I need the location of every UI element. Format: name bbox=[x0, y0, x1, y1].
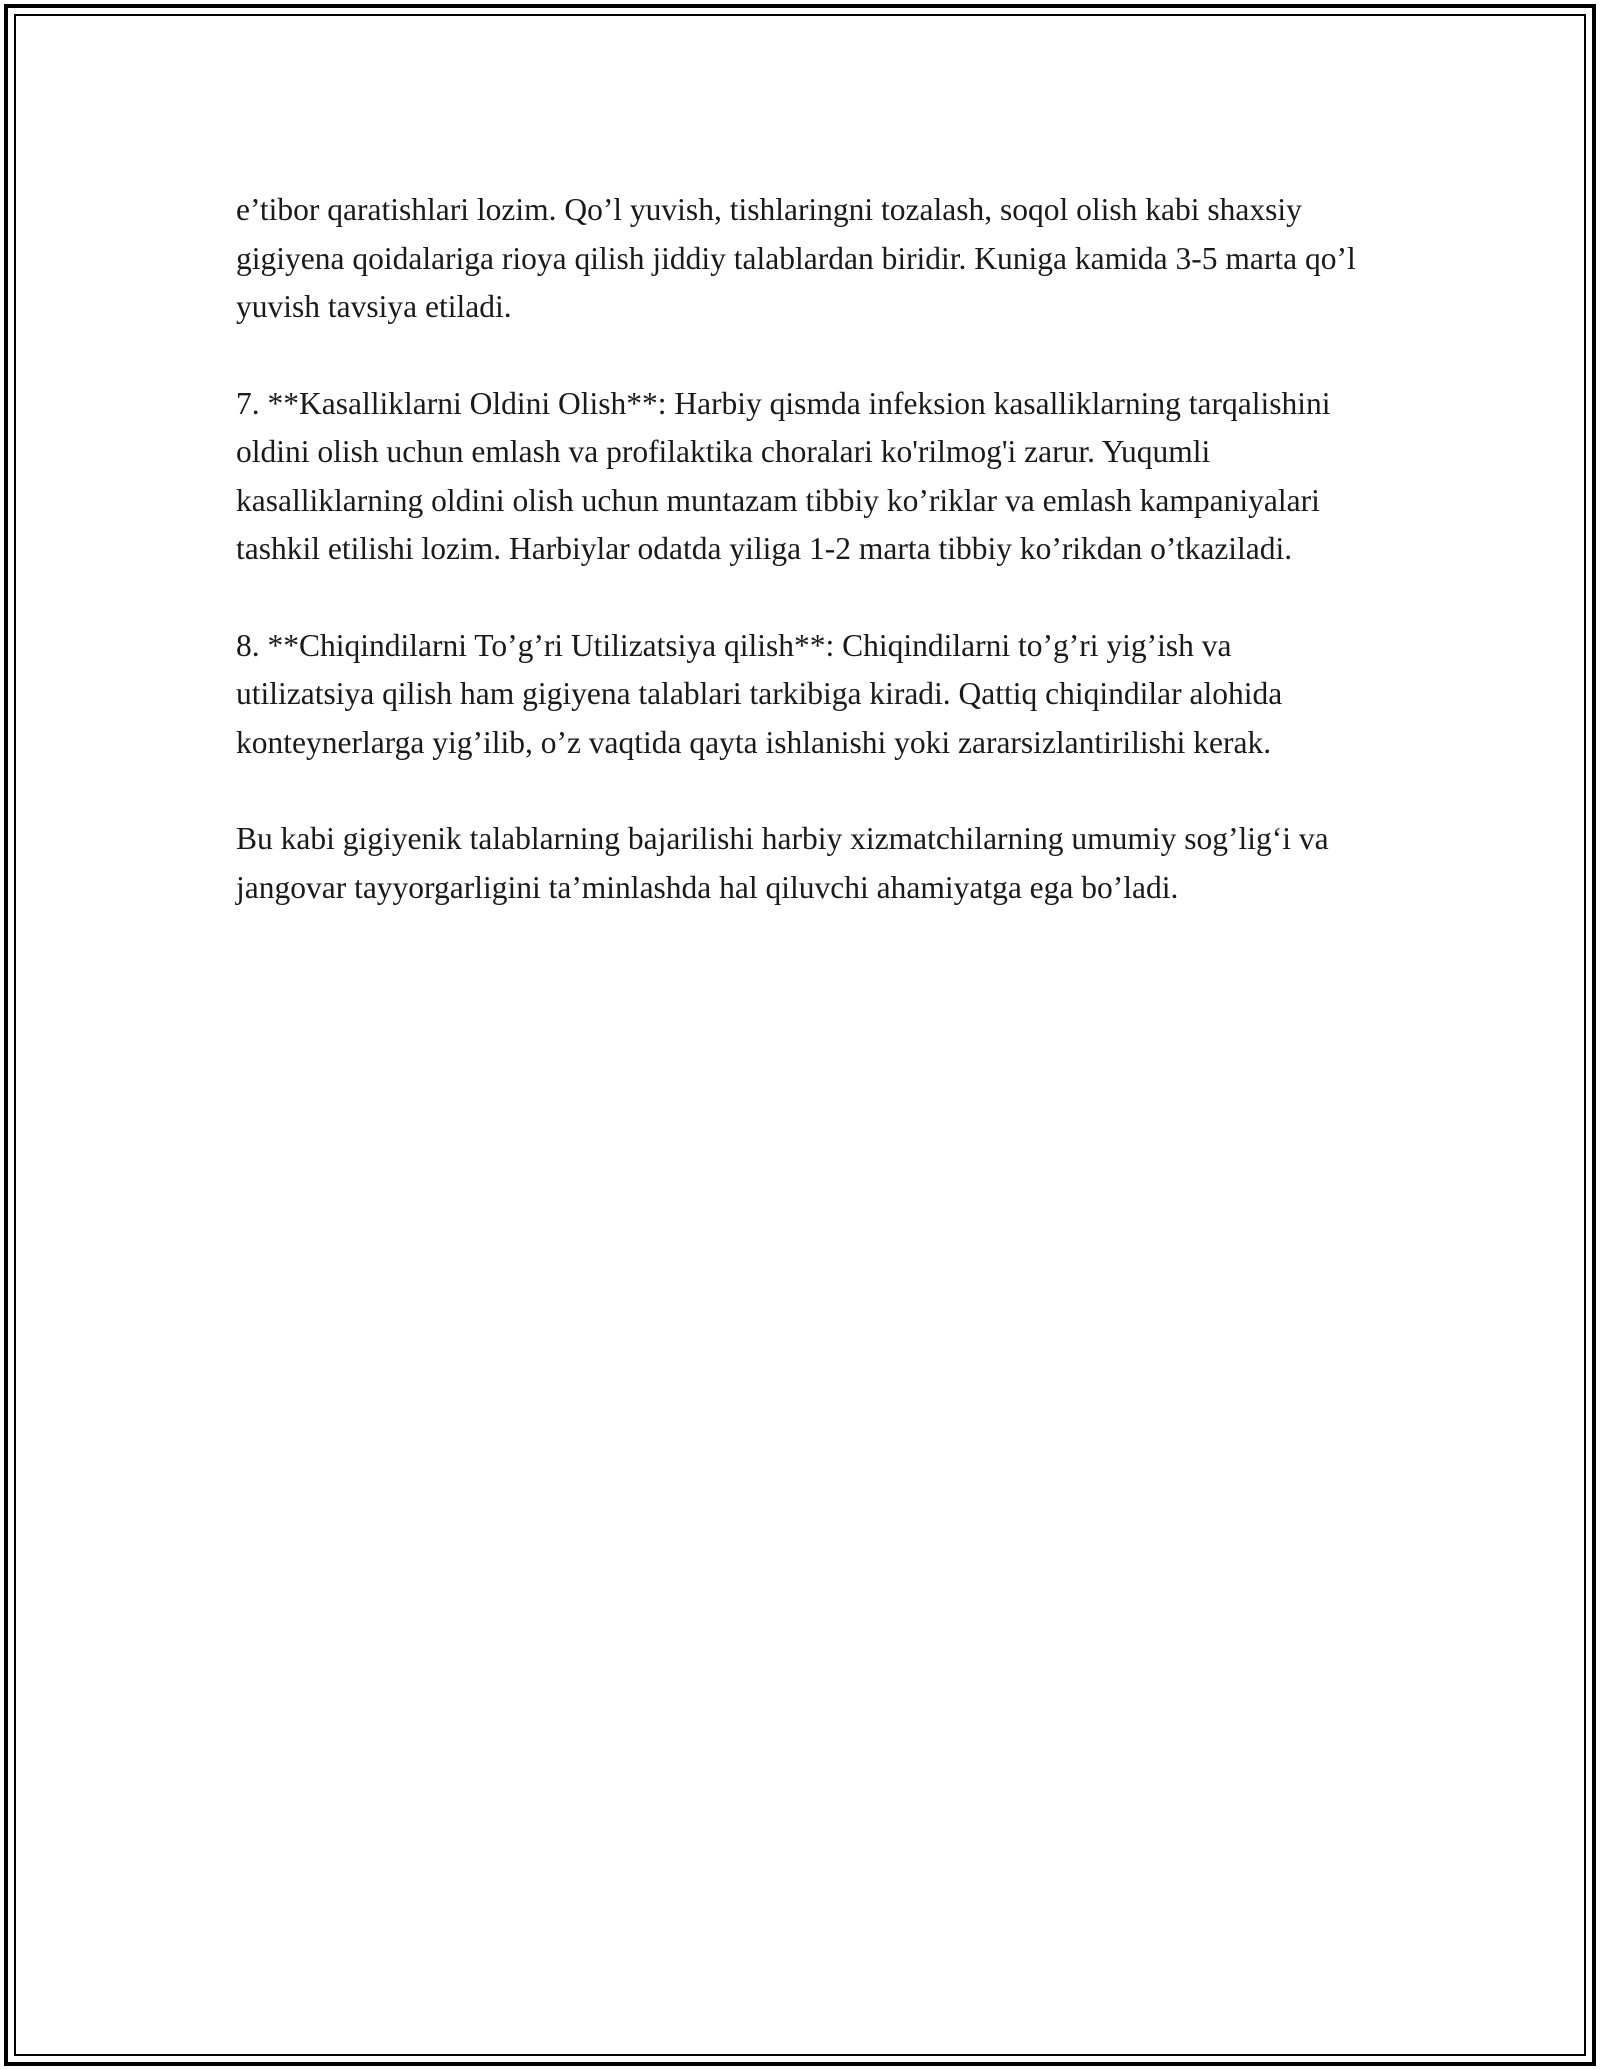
paragraph-conclusion: Bu kabi gigiyenik talablarning bajarilishi harbiy xizmatchilarning umumiy sog’lig‘i va jangovar tayyorgarligini ta’minlashda hal qiluvchi ahamiyatga ega bo’ladi. bbox=[236, 821, 1329, 905]
paragraph-hygiene-intro: e’tibor qaratishlari lozim. Qo’l yuvish, tishlaringni tozalash, soqol olish kabi shaxsiy gigiyena qoidalariga rioya qilish jiddiy talablardan biridir. Kuniga kamida 3-5 marta qo’l yuvish tavsiya etiladi. bbox=[236, 192, 1356, 324]
paragraph-waste-disposal: 8. **Chiqindilarni To’g’ri Utilizatsiya qilish**: Chiqindilarni to’g’ri yig’ish va utilizatsiya qilish ham gigiyena talablari tarkibiga kiradi. Qattiq chiqindilar alohida konteynerlarga yig’ilib, o’z vaqtida qayta ishlanishi yoki zararsizlantirilishi kerak. bbox=[236, 627, 1283, 760]
document-body bbox=[236, 186, 1371, 960]
paragraph-disease-prevention: 7. **Kasalliklarni Oldini Olish**: Harbiy qismda infeksion kasalliklarning tarqalishini oldini olish uchun emlash va profilaktika choralari ko'rilmog'i zarur. Yuqumli kasalliklarning oldini olish uchun muntazam tibbiy ko’riklar va emlash kampaniyalari tashkil etilishi lozim. Harbiylar odatda yiliga 1-2 marta tibbiy ko’rikdan o’tkaziladi. bbox=[236, 385, 1331, 566]
